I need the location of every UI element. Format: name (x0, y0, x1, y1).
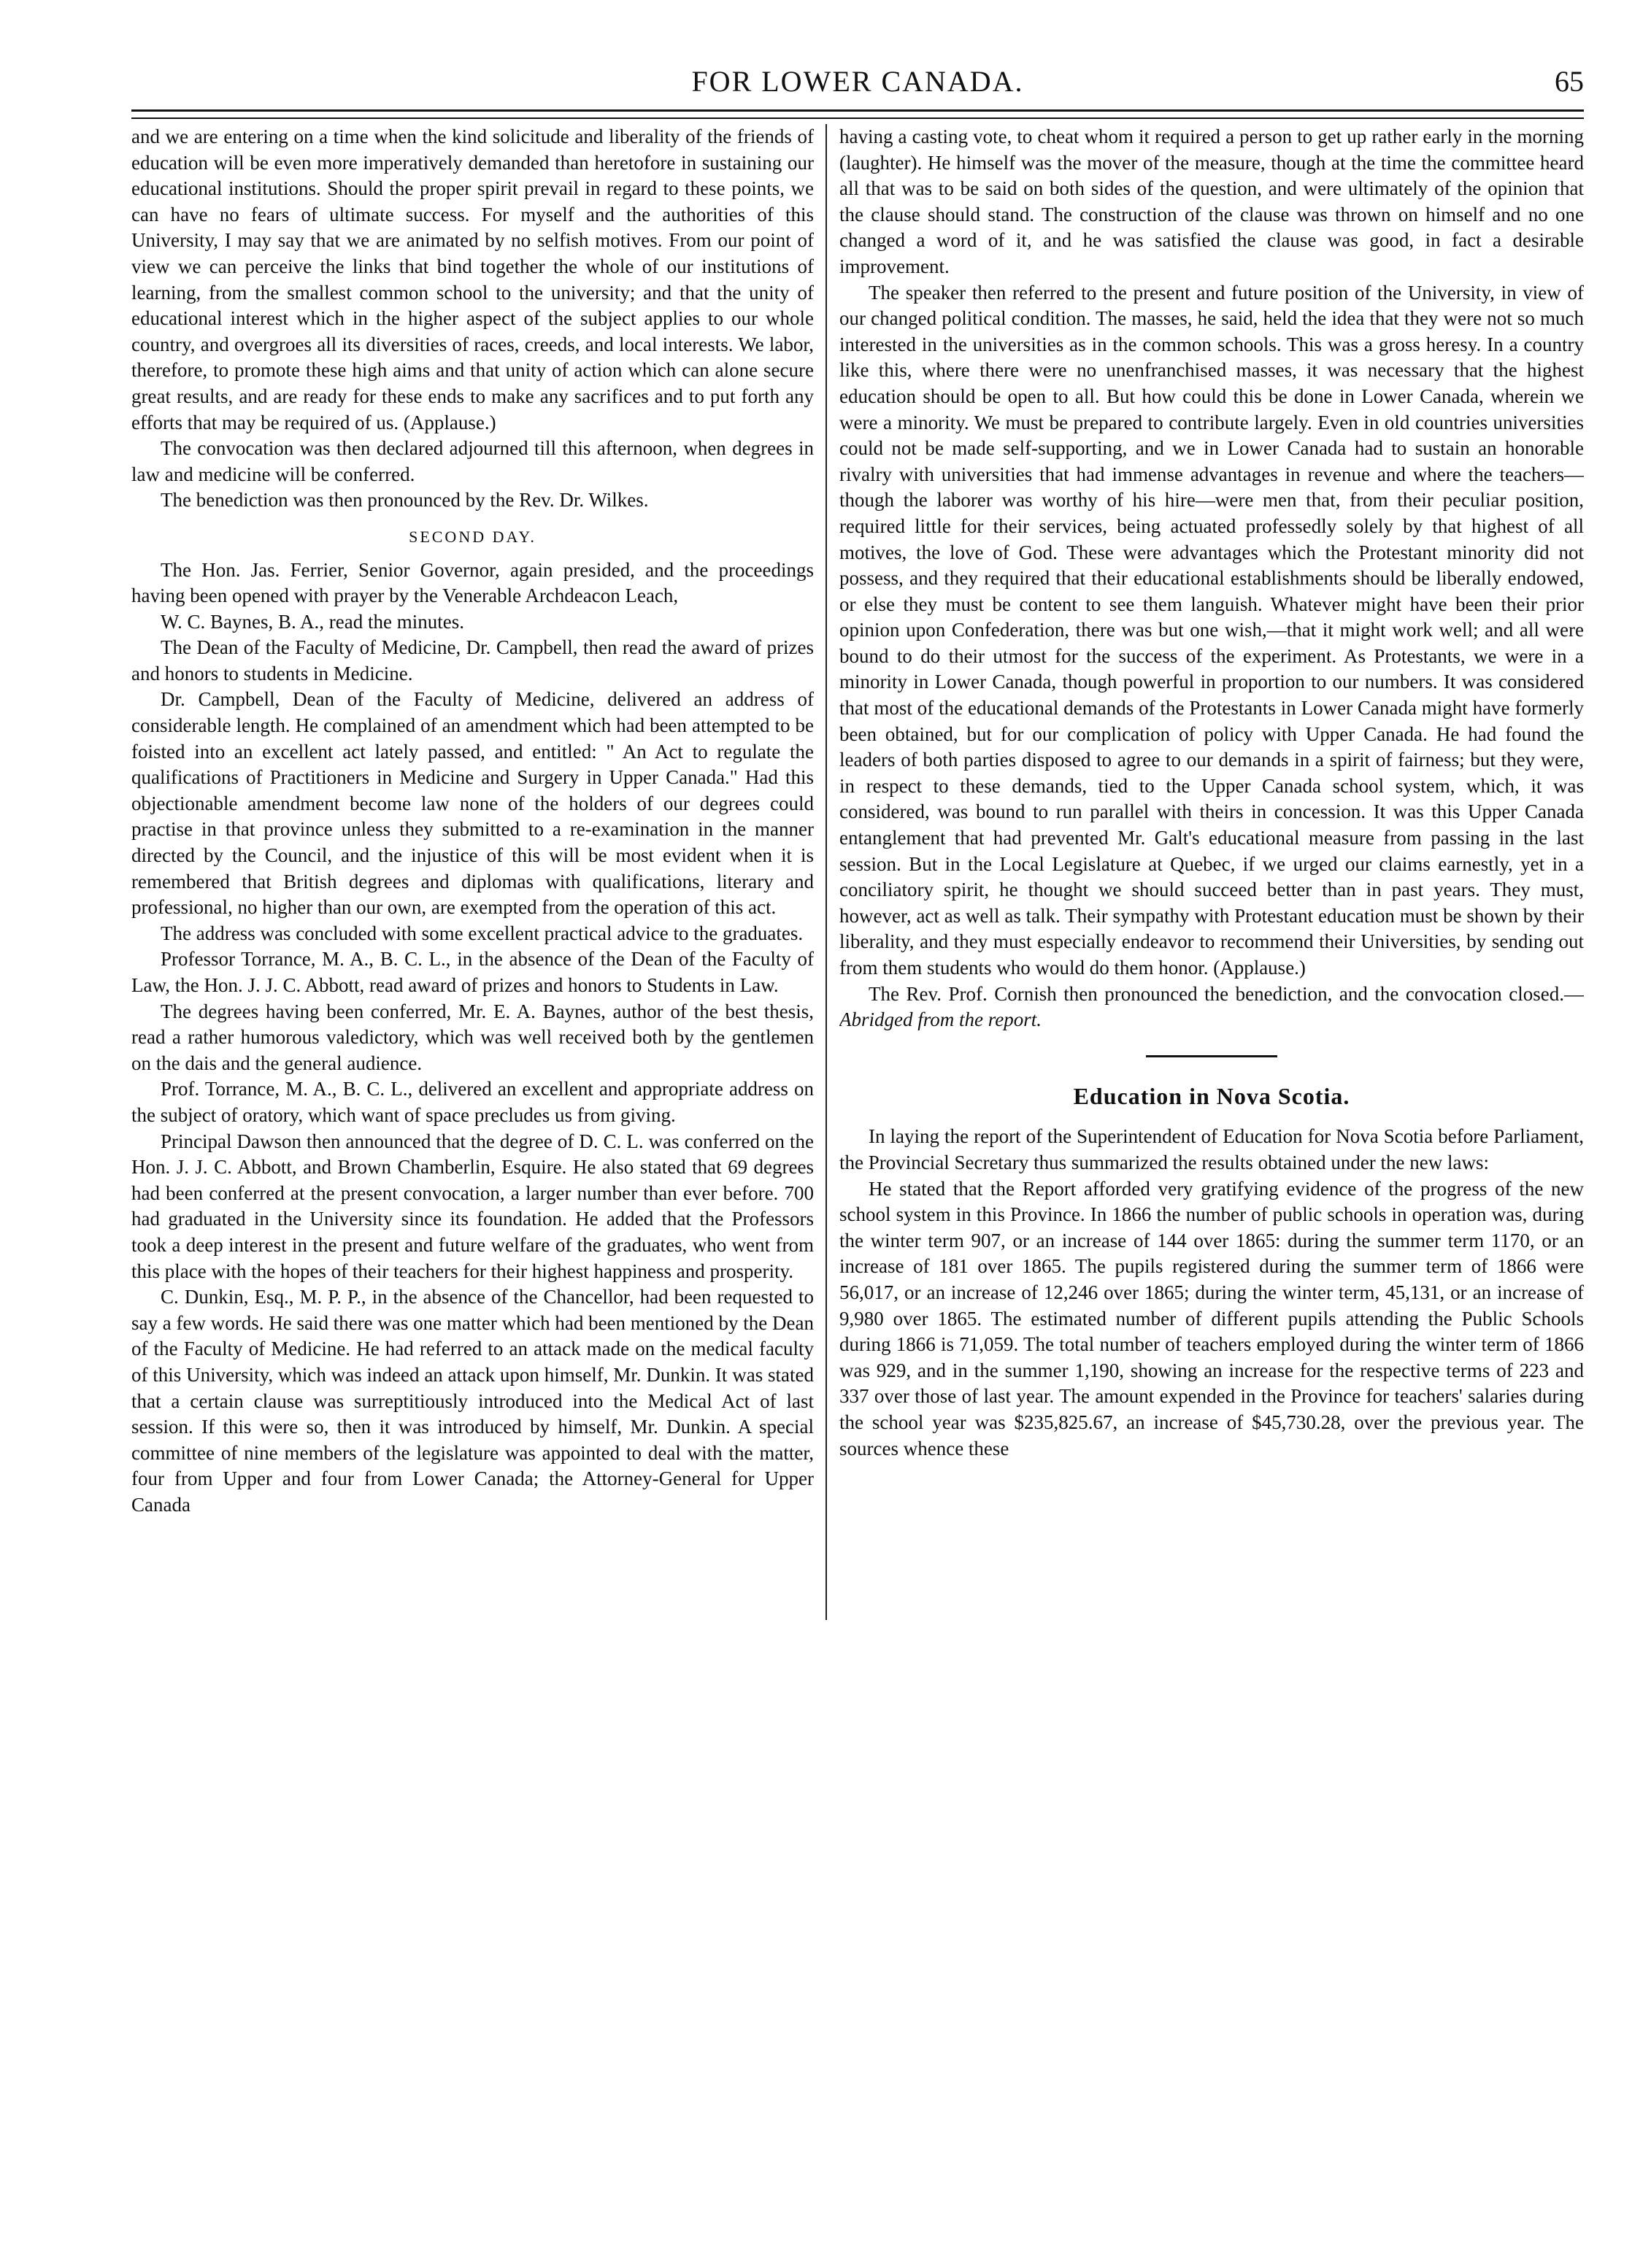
source-attribution: Abridged from the report. (839, 1008, 1042, 1031)
running-head (131, 64, 1584, 108)
header-double-rule (131, 109, 1584, 119)
paragraph: Prof. Torrance, M. A., B. C. L., delivered an excellent and appropriate address on the subject of oratory, which want of space precludes us from giving. (131, 1078, 814, 1126)
section-heading-second-day: SECOND DAY. (409, 527, 536, 546)
right-column (839, 124, 1584, 2233)
paragraph: The Dean of the Faculty of Medicine, Dr. Campbell, then read the award of prizes and honors to students in Medicine. (131, 636, 814, 684)
closing-text: The Rev. Prof. Cornish then pronounced the benediction, and the convocation closed.— (869, 982, 1584, 1005)
paragraph: Professor Torrance, M. A., B. C. L., in the absence of the Dean of the Faculty of Law, the Hon. J. J. C. Abbott, read award of prizes and honors to Students in Law. (131, 948, 814, 996)
paragraph: The Hon. Jas. Ferrier, Senior Governor, again presided, and the proceedings having been opened with prayer by the Venerable Archdeacon Leach, (131, 558, 814, 607)
paragraph: The degrees having been conferred, Mr. E. A. Baynes, author of the best thesis, read a rather humorous valedictory, which was well received both by the gentlemen on the dais and the general audience. (131, 1000, 814, 1074)
left-column (131, 124, 814, 2233)
paragraph: The address was concluded with some excellent practical advice to the graduates. (161, 922, 804, 944)
paragraph: The speaker then referred to the present and future position of the University, in view of our changed political condition. The masses, he said, held the idea that they were not so much interested in the universities as in the common schools. This was a gross heresy. In a country like this, where there were no unenfranchised masses, it was necessary that the highest education should be open to all. But how could this be done in Lower Canada, wherein we were a minority. We must be prepared to contribute largely. Even in old countries universities could not be made self-supporting, and we in Lower Canada had to sustain an honorable rivalry with universities that had immense advantages in revenue and where the teachers—though the laborer was worthy of his hire—were men that, from their peculiar position, required little for their services, being actuated professedly solely by that highest of all motives, the love of God. These were advantages which the Protestant minority did not possess, and they required that their educational establishments should be liberally endowed, or else they must be content to see them languish. Whatever might have been their prior opinion upon Confederation, there was but one wish,—that it might work well; and all were bound to do their utmost for the success of the experiment. As Protestants, we were in a minority in Lower Canada, though powerful in proportion to our numbers. It was considered that most of the educational demands of the Protestants in Lower Canada might have formerly been obtained, but for our complication of policy with Upper Canada. He had found the leaders of both parties disposed to agree to our demands in a spirit of fairness; but they were, in respect to these demands, tied to the Upper Canada school system, which, it was considered, was bound to run parallel with theirs in concession. It was this Upper Canada entanglement that had prevented Mr. Galt's educational measure from passing in the last session. But in the Local Legislature at Quebec, if we urged our claims earnestly, yet in a conciliatory spirit, he thought we should succeed better than in past years. They must, however, act as well as talk. Their sympathy with Protestant education must be shown by their liberality, and they must especially endeavor to recommend their Universities, by sending out from them students who would do them honor. (Applause.) (839, 281, 1584, 979)
article-heading: Education in Nova Scotia. (1073, 1082, 1350, 1109)
paragraph: Dr. Campbell, Dean of the Faculty of Medicine, delivered an address of considerable length. He complained of an amendment which had been attempted to be foisted into an excellent act lately passed, and entitled: " An Act to regulate the qualifications of Practitioners in Medicine and Surgery in Upper Canada." Had this objectionable amendment become law none of the holders of our degrees could practise in that province unless they submitted to a re-examination in the manner directed by the Council, and the injustice of this will be most evident when it is remembered that British degrees and diplomas with qualifications, literary and professional, no higher than our own, are exempted from the operation of this act. (131, 688, 814, 919)
paragraph: C. Dunkin, Esq., M. P. P., in the absence of the Chancellor, had been requested to say a few words. He said there was one matter which had been mentioned by the Dean of the Faculty of Medicine. He had referred to an attack made on the medical faculty of this University, which was indeed an attack upon himself, Mr. Dunkin. It was stated that a certain clause was surreptitiously introduced into the Medical Act of last session. If this were so, then it was introduced by himself, Mr. Dunkin. A special committee of nine members of the legislature was appointed to deal with the matter, four from Upper and four from Lower Canada; the Attorney-General for Upper Canada (131, 1286, 814, 1516)
paragraph: Principal Dawson then announced that the degree of D. C. L. was conferred on the Hon. J. J. C. Abbott, and Brown Chamberlin, Esquire. He also stated that 69 degrees had been conferred at the present convocation, a larger number than ever before. 700 had graduated in the University since its foundation. He added that the Professors took a deep interest in the present and future welfare of the graduates, who went from this place with the hopes of their teachers for their highest happiness and prosperity. (131, 1130, 814, 1282)
paragraph: and we are entering on a time when the kind solicitude and liberality of the friends of education will be even more imperatively demanded than heretofore in sustaining our educational institutions. Should the proper spirit prevail in regard to these points, we can have no fears of ultimate success. For myself and the authorities of this University, I may say that we are animated by no selfish motives. From our point of view we can perceive the links that bind together the whole of our institutions of learning, from the smallest common school to the university; and that the unity of educational interest which in the higher aspect of the subject applies to our whole country, and overgroes all its diversities of races, creeds, and local interests. We labor, therefore, to promote these high aims and that unity of action which can alone secure great results, and are ready for these ends to make any sacrifices and to put forth any efforts that may be required of us. (Applause.) (131, 126, 814, 433)
page-number: 65 (1555, 65, 1584, 98)
paragraph: The benediction was then pronounced by the Rev. Dr. Wilkes. (161, 489, 649, 512)
running-head-title: FOR LOWER CANADA. (691, 65, 1024, 98)
paragraph: W. C. Baynes, B. A., read the minutes. (161, 610, 464, 633)
paragraph: In laying the report of the Superintendent of Education for Nova Scotia before Parliament, the Provincial Secretary thus summarized the results obtained under the new laws: (839, 1125, 1584, 1173)
paragraph-closing (839, 981, 1584, 1033)
paragraph: having a casting vote, to cheat whom it required a person to get up rather early in the morning (laughter). He himself was the mover of the measure, though at the time the committee heard all that was to be said on both sides of the question, and were ultimately of the opinion that the clause should stand. The construction of the clause was thrown on himself and no one changed a word of it, and he was satisfied the clause was good, in fact a desirable improvement. (839, 126, 1584, 277)
paragraph: He stated that the Report afforded very gratifying evidence of the progress of the new school system in this Province. In 1866 the number of public schools in operation was, during the winter term 907, or an increase of 144 over 1865: during the summer term 1170, or an increase of 181 over 1865. The pupils registered during the summer term of 1866 were 56,017, or an increase of 12,246 over 1865; during the winter term, 45,131, or an increase of 9,980 over 1865. The estimated number of different pupils attending the Public Schools during 1866 is 71,059. The total number of teachers employed during the winter term of 1866 was 929, and in the summer 1,190, showing an increase for the respective terms of 223 and 337 over those of last year. The amount expended in the Province for teachers' salaries during the school year was $235,825.67, an increase of $45,730.28, over the previous year. The sources whence these (839, 1177, 1584, 1459)
column-divider (826, 124, 827, 1620)
paragraph: The convocation was then declared adjourned till this afternoon, when degrees in law and medicine will be conferred. (131, 437, 814, 485)
article-separator-rule (1146, 1055, 1277, 1057)
